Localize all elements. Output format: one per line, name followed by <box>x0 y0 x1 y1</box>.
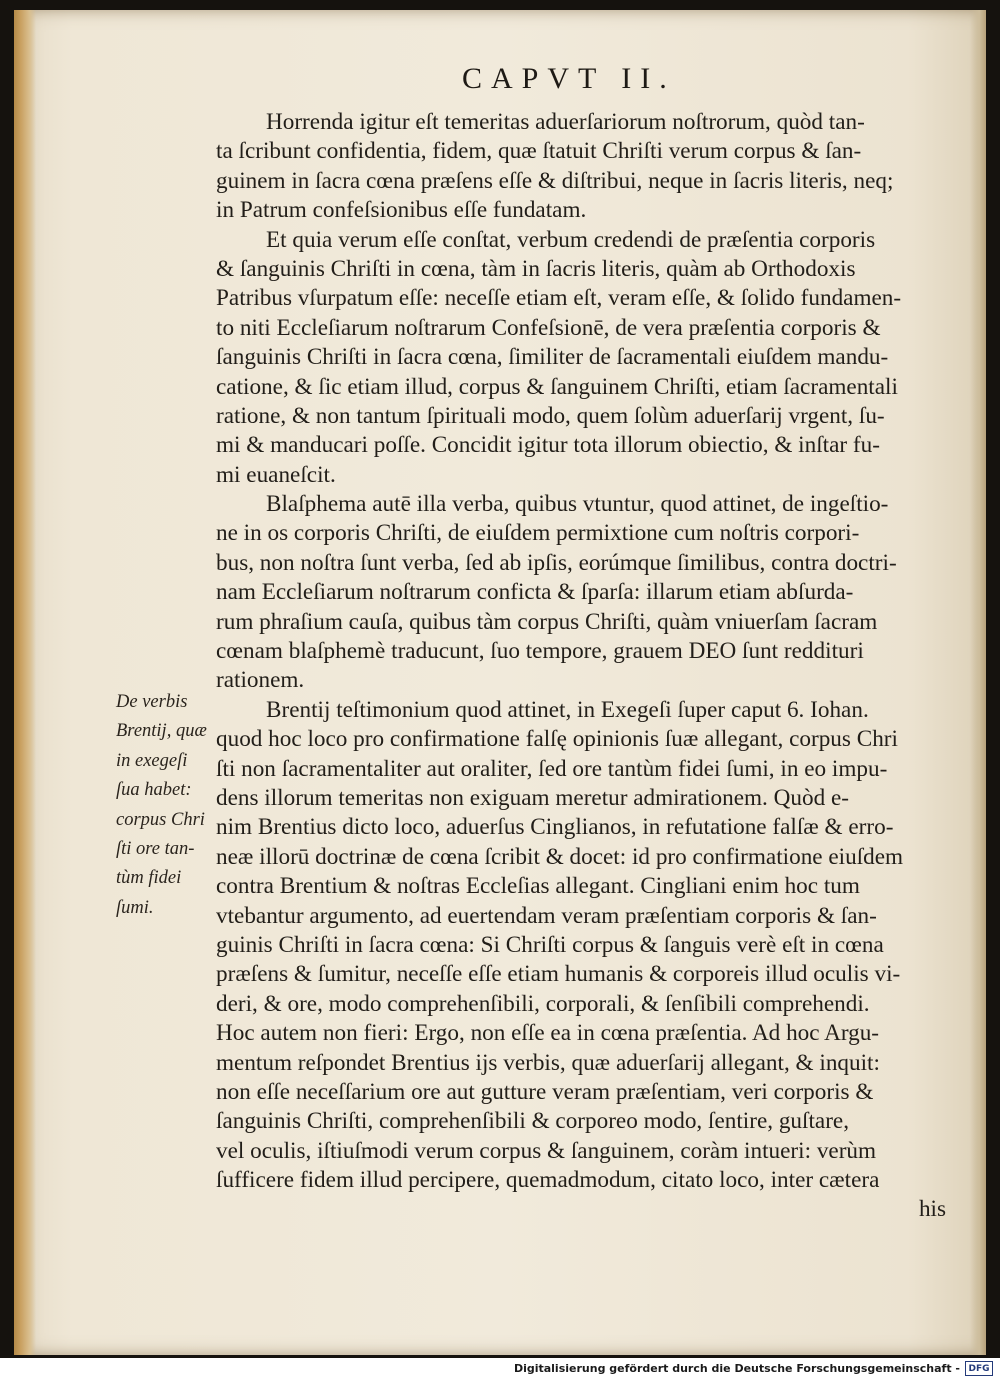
margin-note-line: ſti ore tan- <box>116 838 195 859</box>
text-line: dens illorum temeritas non exiguam meretur admirationem. Quòd e- <box>216 784 849 811</box>
margin-note-line: ſua habet: <box>116 780 192 801</box>
text-line: non eſſe neceſſarium ore aut gutture veram præſentiam, veri corporis & <box>216 1078 874 1105</box>
text-line: mentum reſpondet Brentius ijs verbis, quæ aduerſarij allegant, & inquit: <box>216 1049 880 1076</box>
text-line: catione, & ſic etiam illud, corpus & ſanguinem Chriſti, etiam ſacramentali <box>216 373 898 400</box>
text-line: ſufficere fidem illud percipere, quemadmodum, citato loco, inter cætera <box>216 1167 880 1194</box>
text-line: præſens & ſumitur, neceſſe eſſe etiam humanis & corporeis illud oculis vi- <box>216 961 901 988</box>
text-line: contra Brentium & noſtras Eccleſias allegant. Cingliani enim hoc tum <box>216 873 860 900</box>
text-line: mi & manducari poſſe. Concidit igitur tota illorum obiectio, & inſtar fu- <box>216 432 880 459</box>
text-line: Hoc autem non fieri: Ergo, non eſſe ea in cœna præſentia. Ad hoc Argu- <box>216 1020 880 1047</box>
text-line: neæ illorū doctrinæ de cœna ſcribit & docet: id pro confirmatione eiuſdem <box>216 843 904 870</box>
text-line: Blaſphema autē illa verba, quibus vtuntur, quod attinet, de ingeſtio- <box>266 491 889 518</box>
text-line: ſti non ſacramentaliter aut oraliter, ſed ore tantùm fidei ſumi, in eo impu- <box>216 755 888 782</box>
text-line: guinem in ſacra cœna præſens eſſe & diſtribui, neque in ſacris literis, neq; <box>216 167 894 194</box>
text-line: to niti Eccleſiarum noſtrarum Confeſsionē, de vera præſentia corporis & <box>216 314 881 341</box>
text-line: rationem. <box>216 667 305 694</box>
page-gutter-edge <box>14 10 36 1355</box>
text-line: & ſanguinis Chriſti in cœna, tàm in ſacris literis, quàm ab Orthodoxis <box>216 255 856 282</box>
margin-note-line: corpus Chri <box>116 809 205 830</box>
margin-note-line: ſumi. <box>116 897 154 918</box>
text-line: his <box>918 1196 946 1223</box>
margin-note-line: Brentij, quæ <box>116 721 207 742</box>
text-line: ſanguinis Chriſti, comprehenſibili & corporeo modo, ſentire, guſtare, <box>216 1108 850 1135</box>
text-line: guinis Chriſti in ſacra cœna: Si Chriſti corpus & ſanguis verè eſt in cœna <box>216 931 884 958</box>
margin-note-line: tùm fidei <box>116 868 182 889</box>
text-line: Patribus vſurpatum eſſe: neceſſe etiam eſt, veram eſſe, & ſolido fundamen- <box>216 285 902 312</box>
text-line: nam Eccleſiarum noſtrarum conficta & ſparſa: illarum etiam abſurda- <box>216 579 854 606</box>
text-line: ſanguinis Chriſti in ſacra cœna, ſimiliter de ſacramentali eiuſdem mandu- <box>216 344 889 371</box>
text-line: Et quia verum eſſe conſtat, verbum credendi de præſentia corporis <box>266 226 876 253</box>
running-head: CAPVT II. <box>462 62 676 95</box>
text-line: nim Brentius dicto loco, aduerſus Cinglianos, in refutatione falſæ & erro- <box>216 814 894 841</box>
margin-note-line: in exegeſi <box>116 750 188 771</box>
page-fore-edge <box>970 10 986 1355</box>
body-text <box>216 108 946 1225</box>
text-line: Brentij teſtimonium quod attinet, in Exegeſi ſuper caput 6. Iohan. <box>266 696 869 723</box>
text-line: cœnam blaſphemè traducunt, ſuo tempore, grauem DEO ſunt reddituri <box>216 638 864 665</box>
text-line: vel oculis, iſtiuſmodi verum corpus & ſanguinem, coràm intueri: verùm <box>216 1137 877 1164</box>
text-line: bus, non noſtra ſunt verba, ſed ab ipſis, eorúmque ſimilibus, contra doctri- <box>216 549 897 576</box>
text-line: deri, & ore, modo comprehenſibili, corporali, & ſenſibili comprehendi. <box>216 990 870 1017</box>
footer-credit: Digitalisierung gefördert durch die Deutsche Forschungsgemeinschaft - <box>513 1362 960 1375</box>
text-line: mi euaneſcit. <box>216 461 336 488</box>
text-line: vtebantur argumento, ad euertendam veram præſentiam corporis & ſan- <box>216 902 877 929</box>
text-line: ne in os corporis Chriſti, de eiuſdem permixtione cum noſtris corpori- <box>216 520 860 547</box>
margin-note <box>116 688 216 923</box>
margin-note-line: De verbis <box>116 692 188 712</box>
text-line: rum phraſium cauſa, quibus tàm corpus Chriſti, quàm vniuerſam ſacram <box>216 608 878 635</box>
text-line: Horrenda igitur eſt temeritas aduerſariorum noſtrorum, quòd tan- <box>266 109 865 135</box>
text-line: quod hoc loco pro confirmatione falſę opinionis ſuæ allegant, corpus Chri <box>216 726 898 753</box>
dfg-logo[interactable]: DFG <box>965 1361 993 1376</box>
text-line: in Patrum confeſsionibus eſſe fundatam. <box>216 197 587 224</box>
text-line: ta ſcribunt confidentia, fidem, quæ ſtatuit Chriſti verum corpus & ſan- <box>216 138 862 165</box>
text-line: ratione, & non tantum ſpirituali modo, quem ſolùm aduerſarij vrgent, ſu- <box>216 402 885 429</box>
